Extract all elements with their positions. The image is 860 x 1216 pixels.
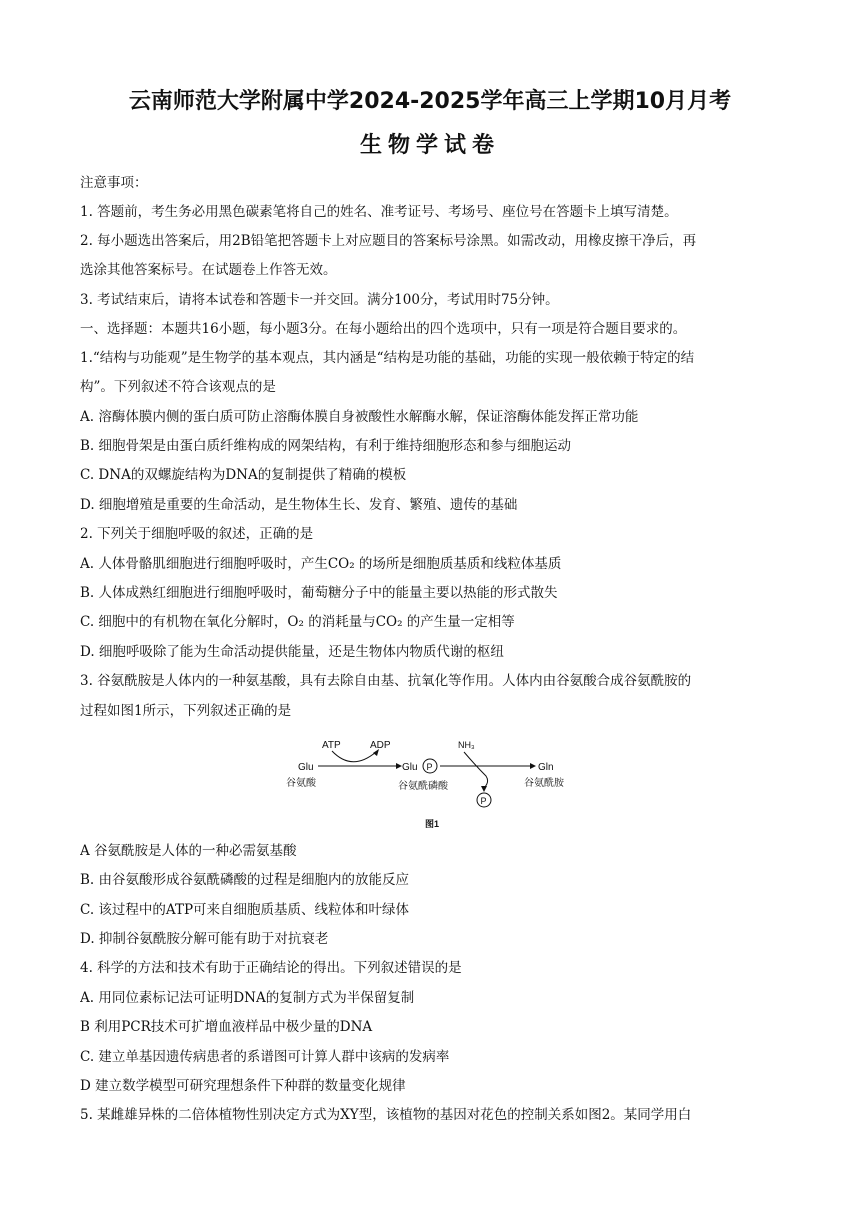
q4-option-a: A. 用同位素标记法可证明DNA的复制方式为半保留复制 [80,990,415,1006]
q4-option-b: B 利用PCR技术可扩增血液样品中极少量的DNA [80,1019,373,1035]
q4-stem: 4. 科学的方法和技术有助于正确结论的得出。下列叙述错误的是 [80,960,462,976]
gln-label: Gln [538,762,554,773]
q3-option-b: B. 由谷氨酸形成谷氨酰磷酸的过程是细胞内的放能反应 [80,872,410,888]
q2-option-d: D. 细胞呼吸除了能为生命活动提供能量，还是生物体内物质代谢的枢纽 [80,644,504,660]
q4-option-d: D 建立数学模型可研究理想条件下种群的数量变化规律 [80,1078,406,1094]
q1-option-a: A. 溶酶体膜内侧的蛋白质可防止溶酶体膜自身被酸性水解酶水解，保证溶酶体能发挥正常功能 [80,409,639,425]
q3-option-d: D. 抑制谷氨酰胺分解可能有助于对抗衰老 [80,931,329,947]
q3-stem-line-1: 3. 谷氨酰胺是人体内的一种氨基酸，具有去除自由基、抗氧化等作用。人体内由谷氨酸合成谷氨酰胺的 [80,673,692,689]
notice-item-2-cont: 选涂其他答案标号。在试题卷上作答无效。 [80,262,337,278]
glutamyl-phosphate-name: 谷氨酰磷酸 [398,781,448,792]
q2-option-a: A. 人体骨骼肌细胞进行细胞呼吸时，产生CO₂ 的场所是细胞质基质和线粒体基质 [80,556,562,572]
notice-heading: 注意事项： [80,175,148,191]
notice-item-3: 3. 考试结束后，请将本试卷和答题卡一并交回。满分100分，考试用时75分钟。 [80,292,559,308]
notice-item-2: 2. 每小题选出答案后，用2B铅笔把答题卡上对应题目的答案标号涂黑。如需改动，用橡皮擦干净后，再 [80,233,697,249]
q2-stem: 2. 下列关于细胞呼吸的叙述，正确的是 [80,526,314,542]
adp-label: ADP [370,740,391,751]
q5-stem: 5. 某雌雄异株的二倍体植物性别决定方式为XY型，该植物的基因对花色的控制关系如图2。某同学用白 [80,1107,692,1123]
q1-stem-line-1: 1.“结构与功能观”是生物学的基本观点，其内涵是“结构是功能的基础，功能的实现一般依赖于特定的结 [80,350,695,366]
arrow-head-2 [530,763,536,769]
q3-option-c: C. 该过程中的ATP可来自细胞质基质、线粒体和叶绿体 [80,902,410,918]
notice-item-1: 1. 答题前，考生务必用黑色碳素笔将自己的姓名、准考证号、考场号、座位号在答题卡上填写清楚。 [80,204,678,220]
figure-caption: 图1 [425,819,440,829]
q1-option-d: D. 细胞增殖是重要的生命活动，是生物体生长、发育、繁殖、遗传的基础 [80,497,518,513]
phosphate-label: P [426,762,433,772]
glu-phosphate-label: Glu [402,762,418,773]
nh3-p-curve [464,752,488,788]
q1-option-c: C. DNA的双螺旋结构为DNA的复制提供了精确的模板 [80,467,407,483]
atp-adp-curve [332,751,376,762]
exam-title: 云南师范大学附属中学2024-2025学年高三上学期10月月考 [128,89,732,114]
q2-option-b: B. 人体成熟红细胞进行细胞呼吸时，葡萄糖分子中的能量主要以热能的形式散失 [80,585,558,601]
q2-option-c: C. 细胞中的有机物在氧化分解时，O₂ 的消耗量与CO₂ 的产生量一定相等 [80,614,515,630]
section-1-heading: 一、选择题：本题共16小题，每小题3分。在每小题给出的四个选项中，只有一项是符合题目要求的。 [80,321,687,337]
q1-stem-line-2: 构”。下列叙述不符合该观点的是 [80,379,276,395]
exam-subtitle: 生物学试卷 [359,133,500,158]
atp-label: ATP [322,740,341,751]
nh3-label: NH₃ [458,740,475,750]
glu-label: Glu [298,762,314,773]
q4-option-c: C. 建立单基因遗传病患者的系谱图可计算人群中该病的发病率 [80,1049,450,1065]
arrow-head-p [481,786,487,792]
q3-stem-line-2: 过程如图1所示，下列叙述正确的是 [80,703,292,719]
figure-1-glutamine-synthesis [280,730,580,830]
glutamine-name: 谷氨酰胺 [524,778,564,789]
q3-option-a: A 谷氨酰胺是人体的一种必需氨基酸 [80,843,297,859]
q1-option-b: B. 细胞骨架是由蛋白质纤维构成的网架结构，有利于维持细胞形态和参与细胞运动 [80,438,572,454]
released-phosphate-label: P [480,796,487,806]
glutamate-name: 谷氨酸 [286,778,316,789]
